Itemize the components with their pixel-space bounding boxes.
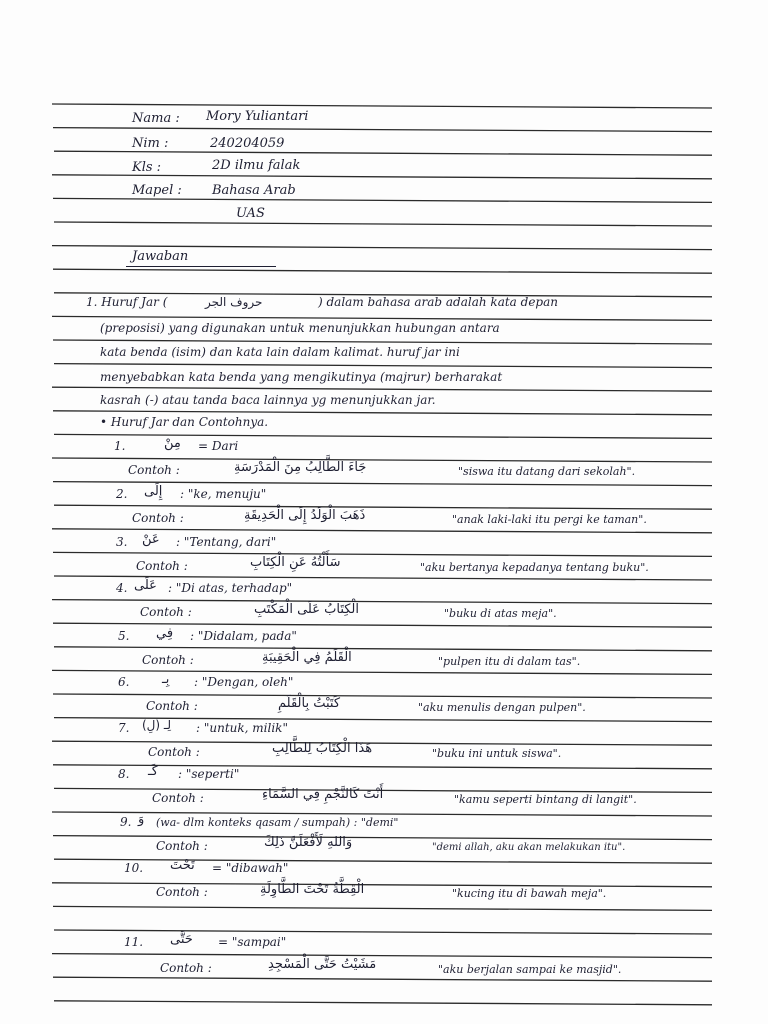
rule-line [53, 694, 712, 698]
item-2-number: 2. [116, 487, 128, 501]
intro-line1-start: 1. Huruf Jar ( [86, 295, 168, 309]
item-8-meaning: : "seperti" [178, 767, 240, 781]
item-11-meaning: = "sampai" [218, 935, 287, 949]
item-8-example: أَنْتَ كَالنَّجْمِ فِي السَّمَاءِ [262, 787, 384, 802]
item-3-number: 3. [116, 535, 128, 549]
rule-line [54, 364, 712, 368]
item-1-letter: مِنْ [164, 436, 181, 451]
item-6-contoh: Contoh : [146, 699, 198, 713]
item-1-meaning: = Dari [198, 439, 239, 453]
item-4-example: الْكِتَابُ عَلَى الْمَكْتَبِ [254, 602, 359, 617]
item-10-number: 10. [124, 861, 144, 875]
item-11-number: 11. [124, 935, 144, 949]
intro-line5: kasrah (-) atau tanda baca lainnya yg menunjukkan jar. [100, 393, 436, 407]
rule-line [52, 883, 712, 887]
subject-label: Mapel : [132, 183, 182, 198]
item-9-meaning: (wa- dlm konteks qasam / sumpah) : "demi" [156, 816, 399, 829]
rule-line [53, 836, 712, 840]
rule-line [52, 175, 712, 179]
item-11-translation: "aku berjalan sampai ke masjid". [438, 963, 622, 976]
item-1-translation: "siswa itu datang dari sekolah". [458, 465, 636, 478]
item-1-number: 1. [114, 439, 126, 453]
rule-line [54, 930, 712, 934]
rule-line [54, 647, 712, 651]
item-8-translation: "kamu seperti bintang di langit". [454, 793, 637, 806]
exam-label: UAS [236, 206, 265, 221]
item-9-letter: وَ [138, 812, 145, 827]
item-5-letter: فِي [156, 626, 174, 641]
item-9-example: وَاللهِ لَأَفْعَلَنَّ ذَلِكَ [264, 835, 353, 850]
item-5-number: 5. [118, 629, 130, 643]
item-11-contoh: Contoh : [160, 961, 212, 975]
rule-line [54, 1001, 712, 1005]
item-3-meaning: : "Tentang, dari" [176, 535, 277, 549]
rule-line [52, 104, 712, 108]
item-2-contoh: Contoh : [132, 511, 184, 525]
item-7-meaning: : "untuk, milik" [196, 721, 288, 735]
item-5-meaning: : "Didalam, pada" [190, 629, 297, 643]
item-7-contoh: Contoh : [148, 745, 200, 759]
item-3-contoh: Contoh : [136, 559, 188, 573]
subject-value: Bahasa Arab [212, 183, 296, 198]
item-6-translation: "aku menulis dengan pulpen". [418, 701, 586, 714]
rule-line [54, 859, 712, 863]
item-6-meaning: : "Dengan, oleh" [194, 675, 294, 689]
item-5-translation: "pulpen itu di dalam tas". [438, 655, 581, 668]
item-11-example: مَشَيْتُ حَتَّى الْمَسْجِدِ [268, 957, 377, 972]
rule-line [53, 198, 712, 202]
rule-line [53, 128, 712, 132]
rule-line [53, 623, 712, 627]
intro-line1-arabic: حروف الجر [205, 295, 263, 309]
rule-line [54, 434, 712, 438]
item-4-translation: "buku di atas meja". [444, 607, 557, 620]
item-6-example: كَتَبْتُ بِالْقَلَمِ [278, 696, 341, 711]
item-2-meaning: : "ke, menuju" [180, 487, 267, 501]
item-8-number: 8. [118, 767, 130, 781]
name-value: Mory Yuliantari [206, 109, 309, 124]
item-9-number: 9. [120, 815, 132, 829]
rule-line [52, 670, 712, 674]
item-2-letter: إِلَى [144, 484, 163, 499]
rule-line [53, 340, 712, 344]
item-10-contoh: Contoh : [156, 885, 208, 899]
rule-line [52, 954, 712, 958]
name-label: Nama : [132, 111, 180, 126]
intro-line1-end: ) dalam bahasa arab adalah kata depan [318, 295, 558, 309]
rule-line [53, 977, 712, 981]
item-3-translation: "aku bertanya kepadanya tentang buku". [420, 561, 649, 574]
item-10-example: الْقِطَّةُ تَحْتَ الطَّاوِلَةِ [260, 882, 365, 897]
item-4-meaning: : "Di atas, terhadap" [168, 581, 293, 595]
rule-line [53, 906, 712, 910]
item-7-translation: "buku ini untuk siswa". [432, 747, 562, 760]
title-underline [126, 266, 276, 267]
item-3-example: سَأَلْتُهُ عَنِ الْكِتَابِ [250, 555, 341, 570]
item-4-contoh: Contoh : [140, 605, 192, 619]
item-4-letter: عَلَى [134, 578, 157, 593]
item-3-letter: عَنْ [142, 532, 160, 547]
item-1-contoh: Contoh : [128, 463, 180, 477]
nim-value: 240204059 [210, 136, 285, 151]
intro-subheading: • Huruf Jar dan Contohnya. [100, 415, 269, 429]
rule-line [53, 552, 712, 556]
item-2-example: ذَهَبَ الْوَلَدُ إِلَى الْحَدِيقَةِ [244, 508, 366, 523]
item-9-contoh: Contoh : [156, 839, 208, 853]
rule-line [54, 505, 712, 509]
item-10-letter: تَحْتَ [170, 858, 195, 873]
intro-line4: menyebabkan kata benda yang mengikutinya (majrur) berharakat [100, 370, 503, 384]
intro-line2: (preposisi) yang digunakan untuk menunjukkan hubungan antara [100, 321, 500, 335]
item-7-example: هَذَا الْكِتَابُ لِلطَّالِبِ [272, 741, 373, 756]
rule-line [54, 151, 712, 155]
nim-label: Nim : [132, 136, 169, 151]
class-value: 2D ilmu falak [212, 158, 301, 173]
answer-title: Jawaban [132, 249, 189, 264]
item-5-example: الْقَلَمُ فِي الْحَقِيبَةِ [262, 650, 352, 665]
intro-line3: kata benda (isim) dan kata lain dalam kalimat. huruf jar ini [100, 345, 460, 359]
item-4-number: 4. [116, 581, 128, 595]
item-8-letter: كَـ [148, 764, 158, 779]
item-8-contoh: Contoh : [152, 791, 204, 805]
item-6-number: 6. [118, 675, 130, 689]
item-2-translation: "anak laki-laki itu pergi ke taman". [452, 513, 647, 526]
rule-line [53, 269, 712, 273]
rule-line [52, 316, 712, 320]
item-7-number: 7. [118, 721, 130, 735]
rule-line [54, 222, 712, 226]
item-6-letter: بِـ [162, 672, 170, 687]
rule-line [52, 600, 712, 604]
item-7-letter: لِـ (لِ) [142, 718, 172, 732]
item-10-meaning: = "dibawah" [212, 861, 289, 875]
class-label: Kls : [132, 160, 162, 175]
item-5-contoh: Contoh : [142, 653, 194, 667]
item-11-letter: حَتَّى [170, 932, 193, 947]
rule-line [52, 458, 712, 462]
item-1-example: جَاءَ الطَّالِبُ مِنَ الْمَدْرَسَةِ [234, 460, 367, 475]
item-10-translation: "kucing itu di bawah meja". [452, 887, 607, 900]
item-9-translation: "demi allah, aku akan melakukan itu". [432, 842, 626, 853]
rule-line [52, 387, 712, 391]
